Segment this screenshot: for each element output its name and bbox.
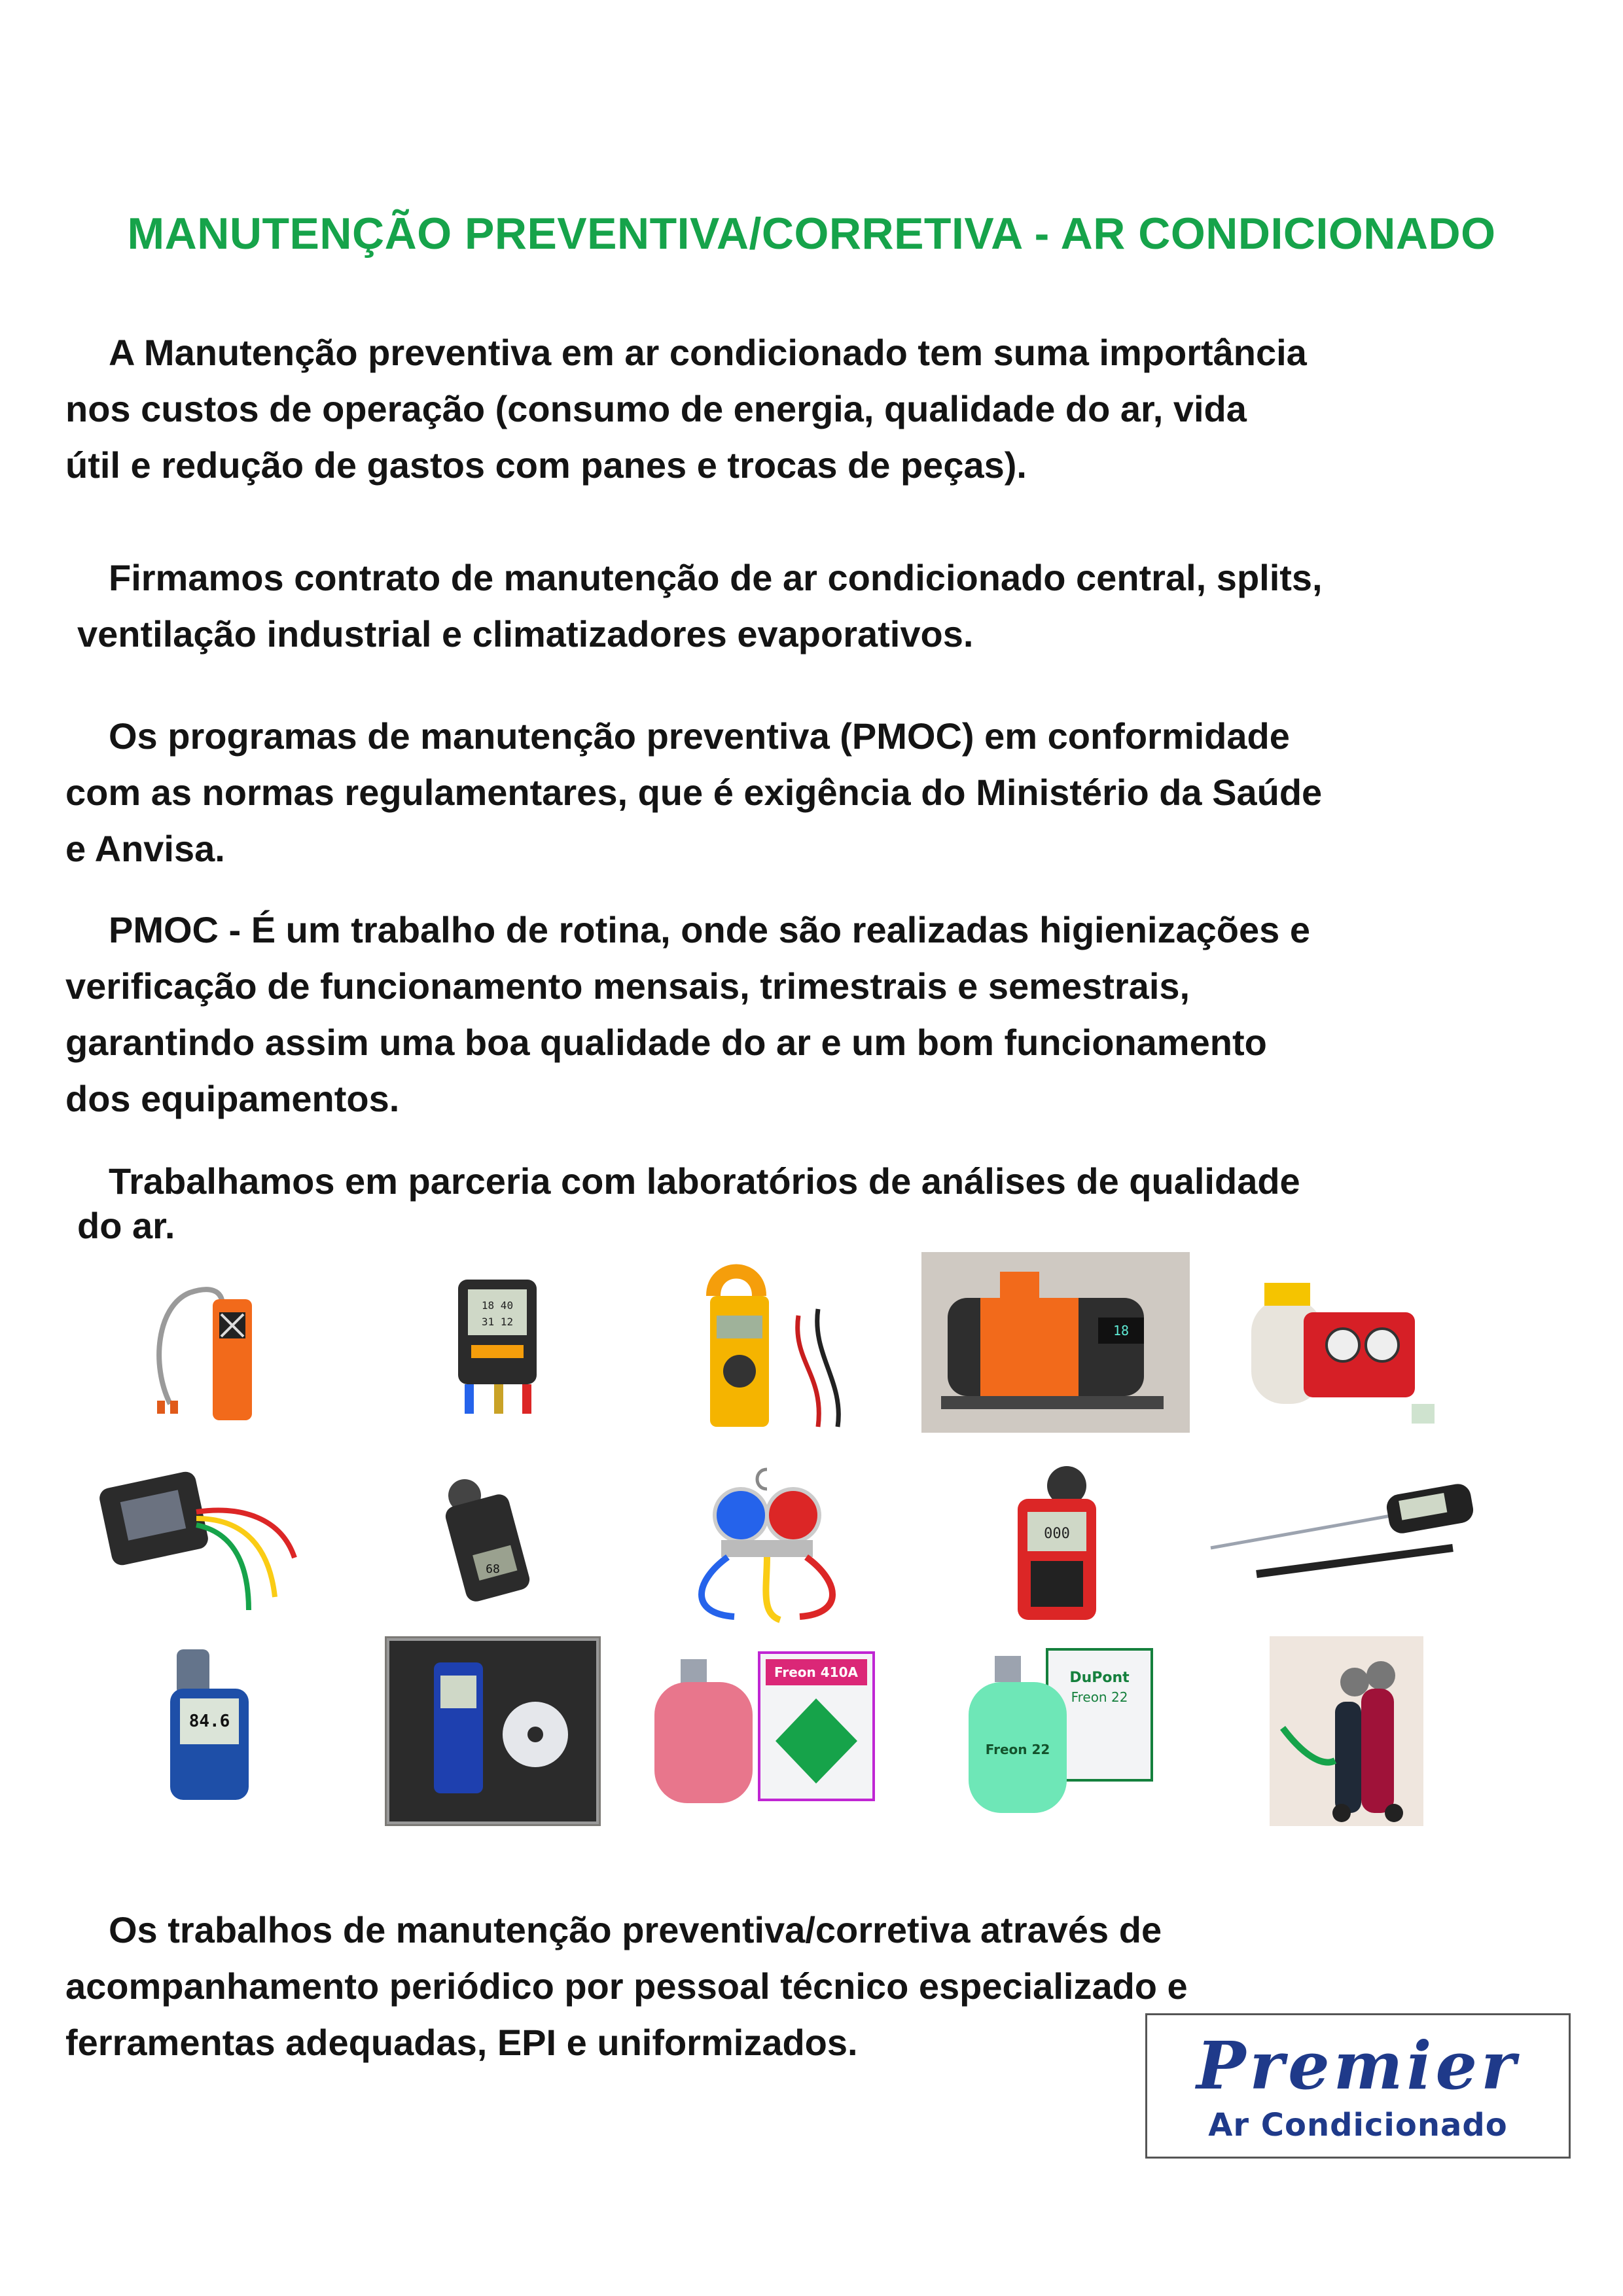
phase-sequence-meter-icon — [98, 1466, 308, 1617]
company-logo — [1145, 2013, 1571, 2159]
tool-case-icon — [385, 1636, 601, 1826]
pmoc-definition-paragraph: PMOC - É um trabalho de rotina, onde são realizadas higienizações e verificação de funcionamento mensais, trimestrais e semestrais, garantindo assim uma boa qualidade do ar e um bom funcionamento dos equipamentos. — [65, 909, 1310, 1119]
gas-leak-detector-icon — [144, 1266, 262, 1427]
svg-text:DuPont: DuPont — [1069, 1670, 1130, 1686]
vacuum-pump-icon — [921, 1252, 1190, 1433]
svg-text:31 12: 31 12 — [481, 1316, 514, 1328]
closing-paragraph: Os trabalhos de manutenção preventiva/corretiva através de acompanhamento periódico por pessoal técnico especializado e ferramentas adequadas, EPI e uniformizados. — [65, 1909, 1188, 2063]
digital-manifold-icon — [445, 1273, 550, 1424]
probe-thermometer-icon — [1204, 1476, 1479, 1587]
svg-text:18 40: 18 40 — [481, 1299, 514, 1312]
svg-text:Freon 22: Freon 22 — [985, 1742, 1050, 1757]
page-title: MANUTENÇÃO PREVENTIVA/CORRETIVA - AR CONDICIONADO — [127, 209, 1496, 259]
laboratory-paragraph: Trabalhamos em parceria com laboratórios de análises de qualidade do ar. — [77, 1160, 1300, 1246]
svg-text:Freon 410A: Freon 410A — [774, 1664, 858, 1680]
freon-22-cylinder-icon — [962, 1643, 1158, 1820]
svg-text:18: 18 — [1113, 1323, 1130, 1338]
svg-text:Freon 22: Freon 22 — [1071, 1689, 1128, 1705]
svg-text:68: 68 — [486, 1562, 500, 1576]
logo-name: Premier — [1196, 2027, 1520, 2104]
oxy-acetylene-torch-kit-icon — [1270, 1636, 1423, 1826]
contract-paragraph: Firmamos contrato de manutenção de ar condicionado central, splits, ventilação industrial e climatizadores evaporativos. — [77, 557, 1323, 655]
pmoc-programs-paragraph: Os programas de manutenção preventiva (PMOC) em conformidade com as normas regulamentares, que é exigência do Ministério da Saúde e Anvisa. — [65, 715, 1323, 869]
refrigerant-recovery-machine-icon — [1245, 1266, 1441, 1430]
clamp-meter-icon — [687, 1257, 864, 1433]
anemometer-icon — [1001, 1463, 1119, 1626]
freon-410a-cylinder-icon — [648, 1646, 877, 1813]
manifold-gauge-set-icon — [669, 1463, 865, 1623]
svg-text:000: 000 — [1044, 1526, 1070, 1542]
intro-paragraph: A Manutenção preventiva em ar condicionado tem suma importância nos custos de operação (consumo de energia, qualidade do ar, vida útil e redução de gastos com panes e trocas de peças). — [65, 332, 1307, 486]
thermo-hygrometer-icon — [160, 1643, 259, 1806]
sound-level-meter-icon — [435, 1473, 533, 1607]
svg-text:84.6: 84.6 — [188, 1712, 230, 1731]
logo-subtitle: Ar Condicionado — [1208, 2107, 1508, 2144]
